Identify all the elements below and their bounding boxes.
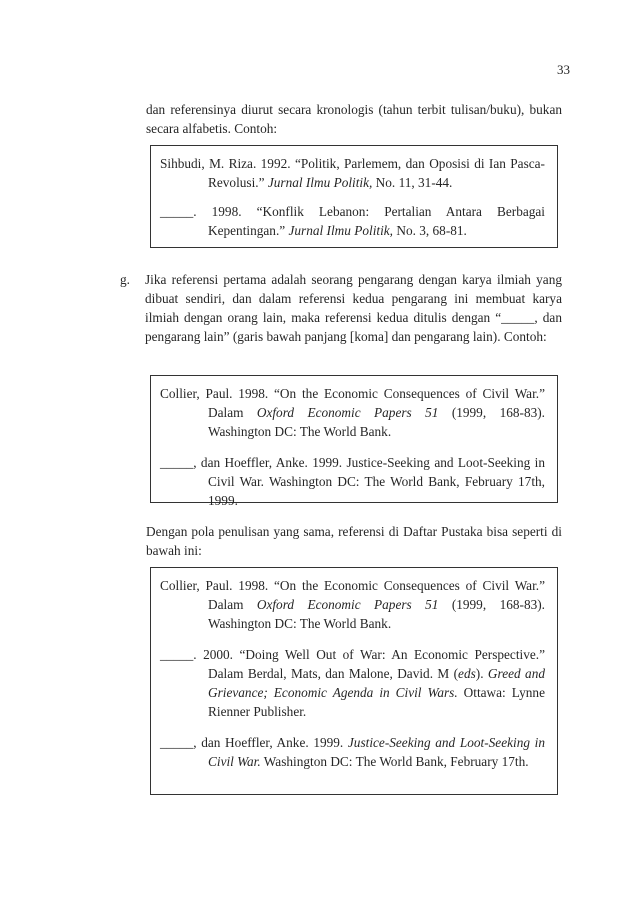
reference-entry: _____, dan Hoeffler, Anke. 1999. Justice-Seeking and Loot-Seeking in Civil War. Washington DC: The World Bank, February 17th.: [160, 735, 545, 769]
reference-entry: Collier, Paul. 1998. “On the Economic Consequences of Civil War.” Dalam Oxford Economic Papers 51 (1999, 168-83). Washington DC: The World Bank.: [160, 386, 545, 439]
reference-entry: _____. 1998. “Konflik Lebanon: Pertalian Antara Berbagai Kepentingan.” Jurnal Ilmu Politik, No. 3, 68-81.: [160, 204, 545, 238]
example-box-1: [150, 145, 558, 248]
list-item-g: [120, 270, 562, 346]
example-box-3: [150, 567, 558, 795]
reference-entry: _____. 2000. “Doing Well Out of War: An Economic Perspective.” Dalam Berdal, Mats, dan Malone, David. M (eds). Greed and Grievance; Economic Agenda in Civil Wars. Ottawa: Lynne Rienner Publisher.: [160, 647, 545, 719]
paragraph-daftar-pustaka: Dengan pola penulisan yang sama, referensi di Daftar Pustaka bisa seperti di bawah ini:: [146, 524, 562, 558]
page-number: 33: [557, 62, 570, 77]
list-item-text: Jika referensi pertama adalah seorang pengarang dengan karya ilmiah yang dibuat sendiri, dan dalam referensi kedua pengarang ini membuat karya ilmiah dengan orang lain, maka referensi kedua ditulis dengan “_____, dan pengarang lain” (garis bawah panjang [koma] dan pengarang lain). Contoh:: [145, 272, 562, 344]
example-box-2: [150, 375, 558, 508]
reference-entry: Collier, Paul. 1998. “On the Economic Consequences of Civil War.” Dalam Oxford Economic Papers 51 (1999, 168-83). Washington DC: The World Bank.: [160, 578, 545, 631]
reference-entry: _____, dan Hoeffler, Anke. 1999. Justice-Seeking and Loot-Seeking in Civil War. Washington DC: The World Bank, February 17th, 1999.: [160, 455, 545, 508]
reference-entry: Sihbudi, M. Riza. 1992. “Politik, Parlemem, dan Oposisi di Ian Pasca-Revolusi.” Jurnal Ilmu Politik, No. 11, 31-44.: [160, 156, 545, 190]
list-item-label: g.: [120, 272, 130, 287]
intro-paragraph: dan referensinya diurut secara kronologis (tahun terbit tulisan/buku), bukan secara alfabetis. Contoh:: [146, 102, 562, 136]
